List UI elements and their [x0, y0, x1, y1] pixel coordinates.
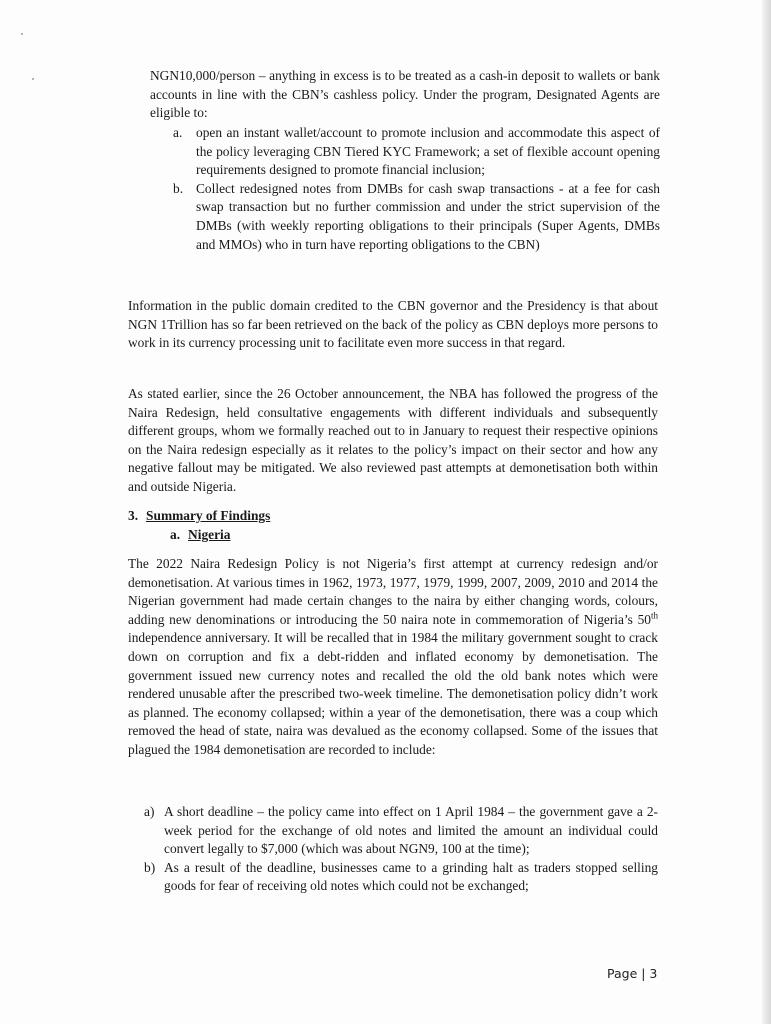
page-number: Page | 3: [607, 966, 658, 981]
list-marker: b): [144, 859, 156, 875]
section-title: Summary of Findings: [146, 508, 271, 523]
list-item-text: As a result of the deadline, businesses came to a grinding halt as traders stopped selling goods for fear of receiving old notes which could not be exchanged;: [164, 859, 658, 894]
list-item: [128, 803, 658, 859]
section-number: 3.: [128, 508, 139, 523]
paragraph-text: The 2022 Naira Redesign Policy is not Nigeria’s first attempt at currency redesign and/or demonetisation. At various times in 1962, 1973, 1977, 1979, 1999, 2007, 2009, 2010 and 2014 the Nigerian government had made certain changes to the naira by either changing words, colours, adding new denominations or introducing the 50 naira note in commemoration of Nigeria’s 50: [128, 556, 658, 627]
intro-paragraph: NGN10,000/person – anything in excess is to be treated as a cash-in deposit to wallets or bank accounts in line with the CBN’s cashless policy. Under the program, Designated Agents are eligible to:: [150, 68, 660, 121]
list-item-text: Collect redesigned notes from DMBs for cash swap transactions - at a fee for cash swap transaction but no further commission and under the strict supervision of the DMBs (with weekly reporting obligations to their principals (Super Agents, DMBs and MMOs) who in turn have reporting obligations to the CBN): [196, 180, 660, 252]
paragraph-cbn-retrieval: Information in the public domain credited to the CBN governor and the Presidency is that about NGN 1Trillion has so far been retrieved on the back of the policy as CBN deploys more persons to work in its currency processing unit to facilitate even more success in that regard.: [128, 298, 658, 351]
agent-eligibility-list: [150, 124, 660, 254]
scan-edge: [762, 0, 771, 1024]
paragraph-nigeria-history: [128, 555, 658, 760]
list-item: [128, 859, 658, 896]
list-item-text: open an instant wallet/account to promote inclusion and accommodate this aspect of the policy leveraging CBN Tiered KYC Framework; a set of flexible account opening requirements designed to promote financial inclusion;: [196, 125, 660, 178]
subsection-title: Nigeria: [188, 527, 231, 542]
list-item: [150, 180, 660, 254]
scan-speck: [21, 33, 23, 35]
demonetisation-issues-list: [128, 803, 658, 896]
list-marker: a): [144, 804, 155, 819]
paragraph-nba-engagement: As stated earlier, since the 26 October announcement, the NBA has followed the progress of the Naira Redesign, held consultative engagements with different individuals and subsequently different groups, whom we formally reached out to in January to request their respective opinions on the Naira redesign especially as it relates to the policy’s impact on their sector and how any negative fallout may be mitigated. We also reviewed past attempts at demonetisation both within and outside Nigeria.: [128, 386, 658, 494]
section-heading: [128, 507, 270, 526]
list-marker: a.: [173, 125, 183, 140]
subsection-heading: [170, 526, 230, 545]
ordinal-suffix: th: [650, 610, 658, 621]
list-marker: b.: [173, 180, 184, 196]
subsection-number: a.: [170, 527, 181, 542]
scan-speck: [32, 78, 34, 80]
paragraph-text: independence anniversary. It will be recalled that in 1984 the military government sought to crack down on corruption and fix a debt-ridden and inflated economy by demonetisation. The government issued new currency notes and recalled the old the old bank notes which were rendered unusable after the prescribed two-week timeline. The demonetisation policy didn’t work as planned. The economy collapsed; within a year of the demonetisation, there was a coup which removed the head of state, naira was devalued as the economy collapsed. Some of the issues that plagued the 1984 demonetisation are recorded to include:: [128, 630, 658, 757]
list-item: [150, 124, 660, 180]
list-item-text: A short deadline – the policy came into effect on 1 April 1984 – the government gave a 2-week period for the exchange of old notes and limited the amount an individual could convert legally to $7,000 (which was about NGN9, 100 at the time);: [164, 804, 658, 857]
